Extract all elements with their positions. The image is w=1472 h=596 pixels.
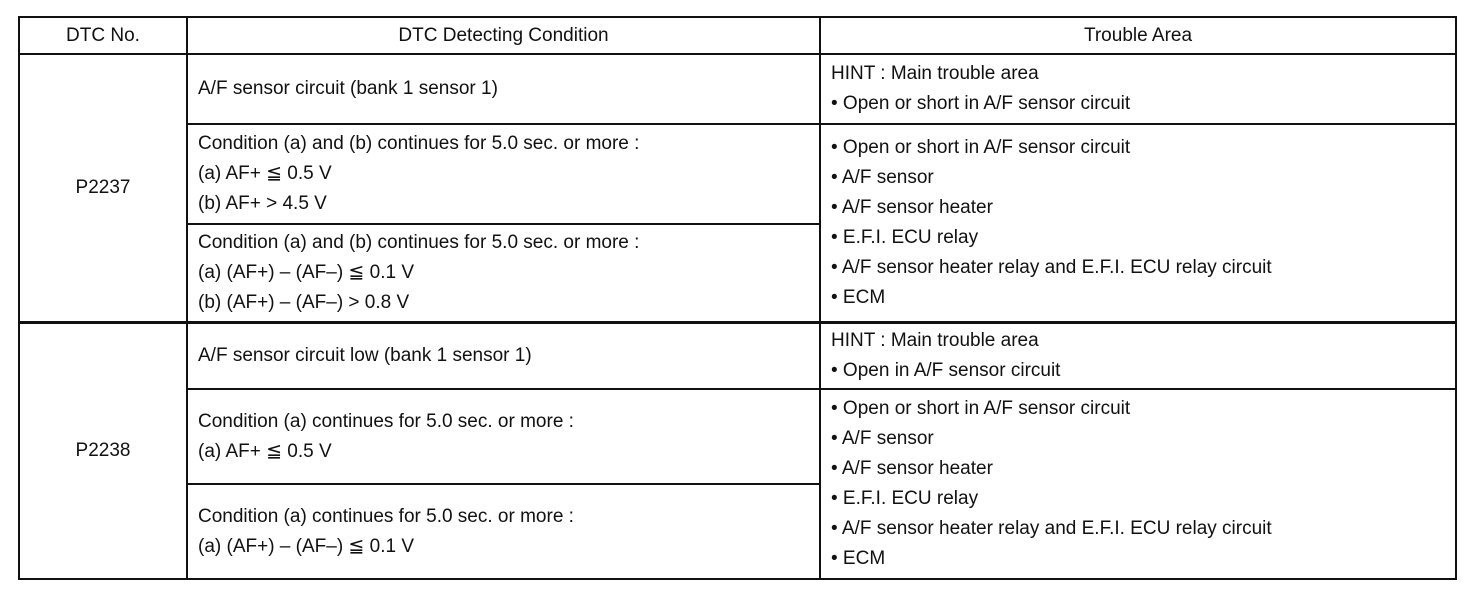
header-row	[19, 17, 1456, 54]
header-dtc-no: DTC No.	[19, 17, 187, 54]
trouble-area-cell	[820, 54, 1456, 124]
dtc-table	[18, 16, 1457, 580]
condition-line: (a) (AF+) – (AF–) ≦ 0.1 V	[198, 261, 414, 283]
trouble-area-line: • A/F sensor heater	[831, 196, 993, 218]
condition-cell	[187, 54, 820, 124]
table-row	[19, 389, 1456, 484]
condition-line: A/F sensor circuit low (bank 1 sensor 1)	[198, 344, 532, 366]
condition-line: (a) (AF+) – (AF–) ≦ 0.1 V	[198, 535, 414, 557]
hint-line: HINT : Main trouble area	[831, 63, 1039, 84]
trouble-area-line: • Open in A/F sensor circuit	[831, 359, 1061, 381]
trouble-area-line: • A/F sensor heater	[831, 458, 993, 479]
condition-line: (b) AF+ > 4.5 V	[198, 193, 327, 214]
trouble-area-line: • Open or short in A/F sensor circuit	[831, 398, 1131, 419]
header-condition: DTC Detecting Condition	[187, 17, 820, 54]
condition-line: Condition (a) and (b) continues for 5.0 sec. or more :	[198, 231, 640, 253]
condition-cell	[187, 322, 820, 389]
condition-cell	[187, 124, 820, 224]
table-row	[19, 322, 1456, 389]
trouble-area-cell	[820, 389, 1456, 579]
trouble-area-line: • ECM	[831, 548, 886, 569]
trouble-area-line: • E.F.I. ECU relay	[831, 226, 979, 248]
trouble-area-line: • A/F sensor heater relay and E.F.I. ECU relay circuit	[831, 518, 1272, 539]
condition-line: Condition (a) and (b) continues for 5.0 sec. or more :	[198, 133, 640, 154]
trouble-area-line: • A/F sensor heater relay and E.F.I. ECU relay circuit	[831, 256, 1272, 278]
condition-cell	[187, 484, 820, 579]
trouble-area-line: • E.F.I. ECU relay	[831, 488, 979, 509]
condition-line: Condition (a) continues for 5.0 sec. or more :	[198, 410, 574, 432]
condition-line: Condition (a) continues for 5.0 sec. or more :	[198, 505, 574, 527]
table-row	[19, 54, 1456, 124]
trouble-area-cell	[820, 322, 1456, 389]
condition-line: A/F sensor circuit (bank 1 sensor 1)	[198, 78, 498, 99]
trouble-area-line: • A/F sensor	[831, 428, 934, 449]
table-row	[19, 124, 1456, 224]
trouble-area-cell	[820, 124, 1456, 322]
condition-line: (a) AF+ ≦ 0.5 V	[198, 163, 332, 184]
trouble-area-line: • ECM	[831, 286, 886, 308]
condition-cell	[187, 224, 820, 322]
header-trouble-area: Trouble Area	[820, 17, 1456, 54]
dtc-code-p2237: P2237	[19, 54, 187, 322]
trouble-area-line: • Open or short in A/F sensor circuit	[831, 93, 1131, 114]
hint-line: HINT : Main trouble area	[831, 329, 1039, 351]
trouble-area-line: • A/F sensor	[831, 166, 934, 188]
condition-cell	[187, 389, 820, 484]
condition-line: (a) AF+ ≦ 0.5 V	[198, 440, 332, 462]
trouble-area-line: • Open or short in A/F sensor circuit	[831, 136, 1131, 158]
dtc-code-p2238: P2238	[19, 322, 187, 579]
condition-line: (b) (AF+) – (AF–) > 0.8 V	[198, 291, 410, 313]
